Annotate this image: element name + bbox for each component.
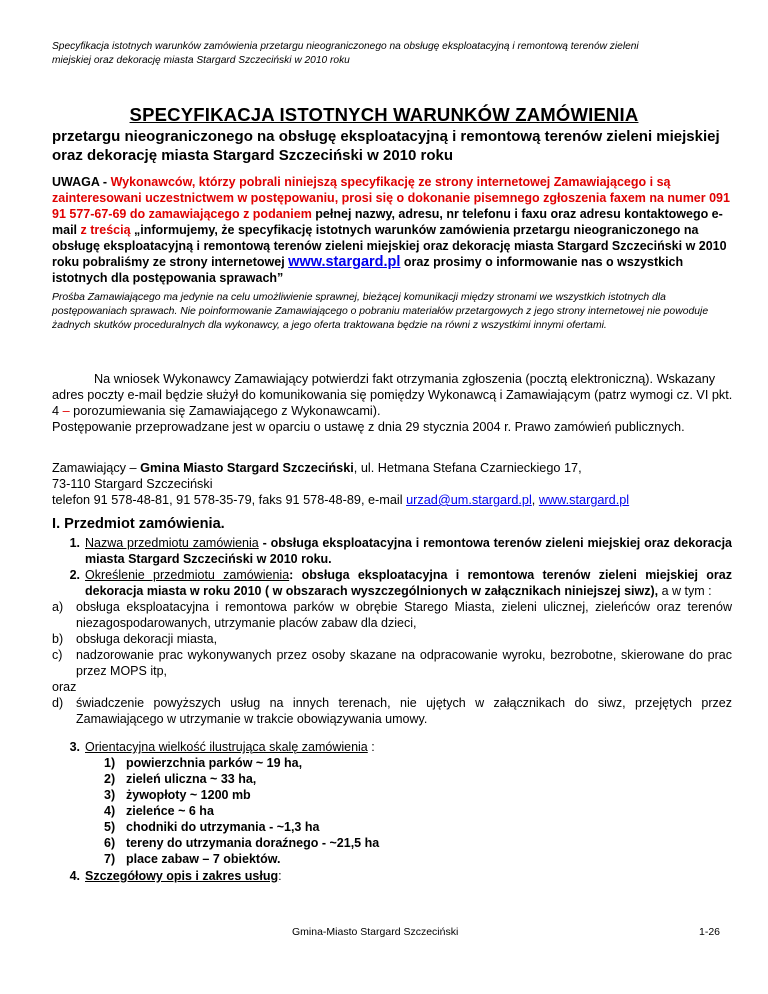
item-label: Orientacyjna wielkość ilustrująca skalę zamówienia: [85, 740, 368, 754]
scale-item: [52, 835, 732, 851]
item-text: [85, 739, 732, 755]
item-label: Nazwa przedmiotu zamówienia: [85, 536, 259, 550]
item-letter: c): [52, 648, 63, 662]
item-tail: :: [278, 869, 282, 883]
item-text: nadzorowanie prac wykonywanych przez osoby skazane na odpracowanie wyroku, bezrobotne, skierowane do prac przez MOPS itp,: [76, 648, 732, 678]
item-separator: :: [289, 568, 302, 582]
list-item: [52, 647, 732, 679]
scale-text: chodniki do utrzymania - ~1,3 ha: [126, 820, 320, 834]
page-number: 1-26: [699, 926, 721, 938]
item-text: [85, 535, 732, 567]
contact-prefix: Zamawiający –: [52, 461, 141, 475]
contact-block: [52, 460, 742, 508]
scale-number: 5): [104, 820, 116, 834]
contact-separator: ,: [531, 493, 539, 507]
list-item: [52, 695, 732, 727]
item-tail: :: [367, 740, 375, 754]
contact-name: Gmina Miasto Stargard Szczeciński: [140, 461, 354, 475]
item-text: obsługa dekoracji miasta,: [76, 632, 218, 646]
confirmation-text-end: porozumiewania się Zamawiającego z Wykonawcami).: [69, 404, 381, 418]
scale-item: [52, 771, 732, 787]
scale-item: [52, 787, 732, 803]
notice-block: [52, 174, 732, 286]
item-text: obsługa eksploatacyjna i remontowa parków w obrębie Starego Miasta, zieleni ulicznej, zieleńców oraz terenów niezagospodarowanych, utrzymanie placów zabaw dla dzieci,: [76, 600, 732, 630]
scale-list: [52, 739, 732, 867]
list-item: [52, 535, 732, 567]
item-label: Szczegółowy opis i zakres usług: [85, 869, 279, 883]
notice-label: UWAGA -: [52, 175, 111, 189]
contact-line-3: [52, 492, 742, 508]
contact-city: 73-110 Stargard Szczeciński: [52, 477, 213, 491]
scale-text: żywopłoty ~ 1200 mb: [126, 788, 251, 802]
subject-list: [52, 535, 732, 727]
scale-item: [52, 851, 732, 867]
list-item: [52, 599, 732, 631]
list-item: [52, 868, 732, 884]
scale-item: [52, 803, 732, 819]
item-number: 2.: [69, 568, 80, 582]
notice-text-2: „informujemy, że specyfikację istotnych warunków zamówienia przetargu nieograniczonego na obsługę eksploatacyjną i remontową terenów zieleni miejskiej oraz dekorację miasta Stargard Szczeciński w 2010 roku pobraliśmy ze strony internetowej: [52, 223, 727, 269]
item-letter: d): [52, 696, 64, 710]
section-heading: [52, 516, 225, 532]
item-text: świadczenie powyższych usług na innych terenach, nie ujętych w załącznikach do siwz, przejętych przez Zamawiającego w utrzymanie w trakcie obowiązywania umowy.: [76, 696, 732, 726]
scale-text: zieleńce ~ 6 ha: [126, 804, 214, 818]
notice-red-text-2: z treścią: [80, 223, 131, 237]
details-heading: [52, 868, 732, 884]
item-text: [85, 567, 732, 599]
notice-website-link[interactable]: www.stargard.pl: [288, 254, 401, 270]
list-item: [52, 567, 732, 599]
contact-phone: telefon 91 578-48-81, 91 578-35-79, faks 91 578-48-89, e-mail: [52, 493, 407, 507]
scale-item: [52, 819, 732, 835]
header-line-1: Specyfikacja istotnych warunków zamówienia przetargu nieograniczonego na obsługę eksploatacyjną i remontową terenów zieleni: [52, 41, 639, 52]
item-text: [85, 868, 732, 884]
scale-number: 6): [104, 836, 116, 850]
scale-number: 1): [104, 756, 116, 770]
scale-number: 3): [104, 788, 116, 802]
list-item: [52, 631, 732, 647]
contact-website-link[interactable]: www.stargard.pl: [538, 493, 630, 507]
scale-text: tereny do utrzymania doraźnego - ~21,5 ha: [126, 836, 380, 850]
item-content: obsługa eksploatacyjna i remontowa terenów zieleni miejskiej oraz dekoracja miasta Stargard Szczeciński w 2010 roku.: [85, 536, 733, 566]
request-note: Prośba Zamawiającego ma jedynie na celu umożliwienie sprawnej, bieżącej komunikacji między stronami we wszystkich istotnych dla postępowaniach sprawach. Nie poinformowanie Zamawiającego o pobraniu materiałów przetargowych z jego strony internetowej nie powoduje żadnych skutków proceduralnych dla wykonawcy, a jego oferta traktowana będzie na równi z wszystkimi innymi ofertami.: [52, 292, 709, 331]
notice-text-3: oraz prosimy o informowanie nas o wszystkich istotnych dla postępowania sprawach”: [52, 255, 684, 285]
legal-basis-paragraph: Postępowanie przeprowadzane jest w oparciu o ustawę z dnia 29 stycznia 2004 r. Prawo zamówień publicznych.: [52, 420, 685, 434]
oraz-text: oraz: [52, 680, 77, 694]
document-subtitle: przetargu nieograniczonego na obsługę eksploatacyjną i remontową terenów zieleni miejskiej oraz dekorację miasta Stargard Szczeciński w 2010 roku: [52, 128, 720, 164]
confirmation-dash: –: [62, 404, 70, 418]
contact-line-1: [52, 460, 742, 476]
notice-red-text-1: Wykonawców, którzy pobrali niniejszą specyfikację ze strony internetowej Zamawiającego i są zainteresowani uczestnictwem w postępowaniu, prosi się o dokonanie pisemnego zgłoszenia faxem na numer 091 91 577-67-69 do zamawiającego z podaniem: [52, 175, 730, 221]
notice-text-1: pełnej nazwy, adresu, nr telefonu i faxu oraz adresu kontaktowego e-mail: [52, 207, 723, 237]
item-label: Określenie przedmiotu zamówienia: [85, 568, 290, 582]
contact-address: , ul. Hetmana Stefana Czarnieckiego 17,: [353, 461, 582, 475]
item-letter: b): [52, 632, 64, 646]
confirmation-text: Na wniosek Wykonawcy Zamawiający potwierdzi fakt otrzymania zgłoszenia (pocztą elektroniczną). Wskazany adres poczty e-mail będzie służył do komunikowania się pomiędzy Wykonawcą i Zamawiającym (patrz wymogi cz. VI pkt. 4: [52, 372, 733, 418]
scale-text: zieleń uliczna ~ 33 ha,: [126, 772, 257, 786]
running-header: [52, 40, 732, 68]
item-content: obsługa eksploatacyjna i remontowa terenów zieleni miejskiej oraz dekoracja miasta w roku 2010 ( w obszarach wyszczególnionych w załącznikach niniejszej siwz),: [85, 568, 733, 598]
scale-number: 7): [104, 852, 116, 866]
document-title: SPECYFIKACJA ISTOTNYCH WARUNKÓW ZAMÓWIENIA: [129, 104, 639, 125]
scale-item: [52, 755, 732, 771]
section-title: . Przedmiot zamówienia.: [56, 516, 225, 532]
footer-organization: Gmina-Miasto Stargard Szczeciński: [292, 926, 459, 938]
scale-text: powierzchnia parków ~ 19 ha,: [126, 756, 303, 770]
contact-email-link[interactable]: urzad@um.stargard.pl: [406, 493, 532, 507]
section-number: I: [52, 516, 57, 532]
scale-text: place zabaw – 7 obiektów.: [126, 852, 281, 866]
item-tail: a w tym :: [658, 584, 712, 598]
confirmation-paragraph: [52, 371, 742, 419]
scale-number: 2): [104, 772, 116, 786]
header-line-2: miejskiej oraz dekorację miasta Stargard Szczeciński w 2010 roku: [52, 55, 350, 66]
item-number: 1.: [69, 536, 80, 550]
item-letter: a): [52, 600, 64, 614]
item-number: 4.: [69, 869, 80, 883]
scale-number: 4): [104, 804, 116, 818]
item-separator: -: [258, 536, 271, 550]
list-item: [52, 739, 732, 755]
item-number: 3.: [69, 740, 80, 754]
